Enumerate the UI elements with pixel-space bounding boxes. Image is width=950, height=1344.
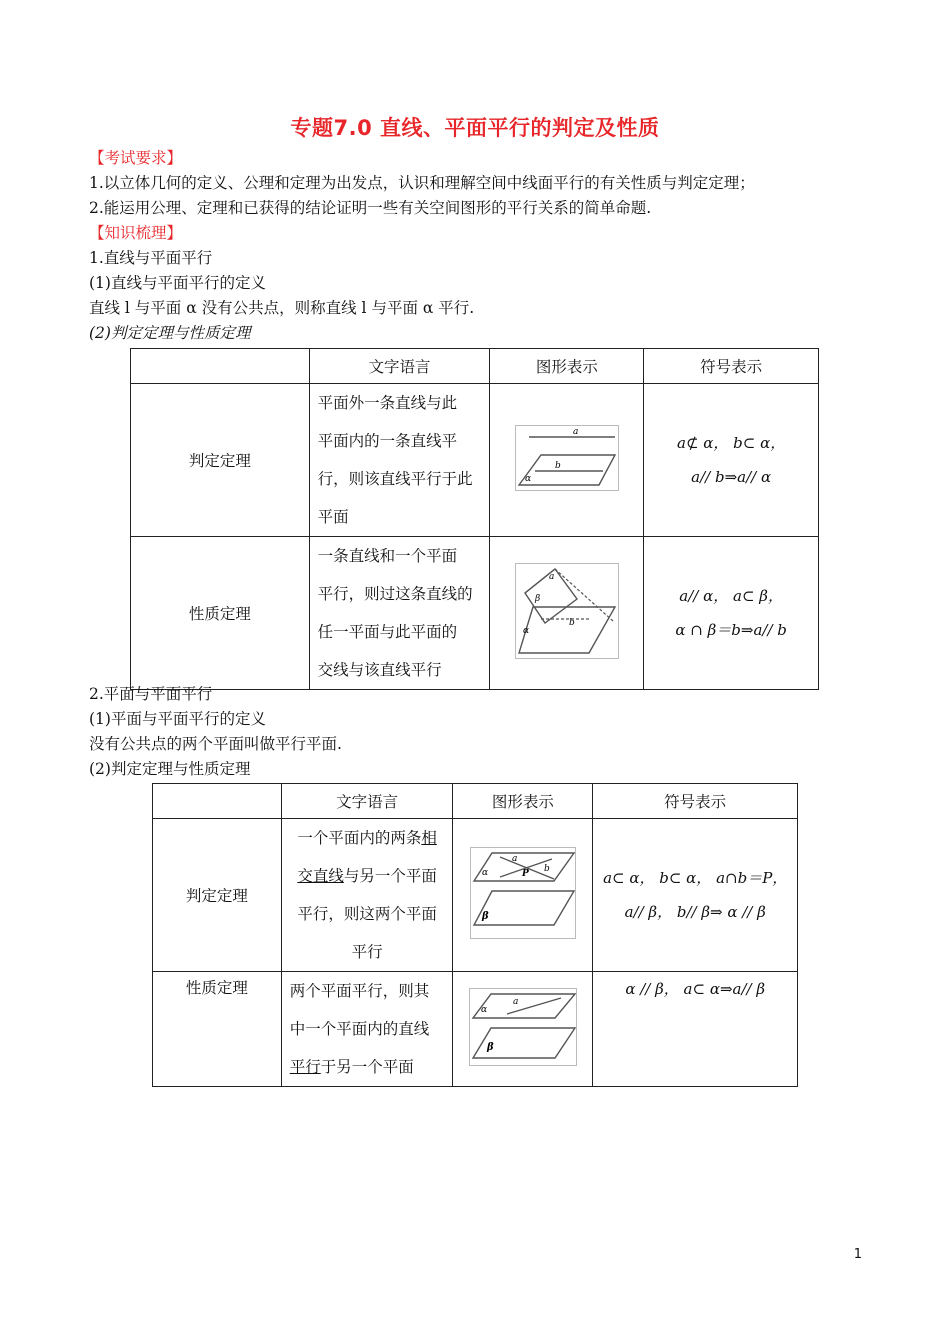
- table1-row2-name: 性质定理: [131, 537, 310, 690]
- table1-header-empty: [131, 349, 310, 384]
- k1-subheading-theorems: (2)判定定理与性质定理: [89, 324, 251, 342]
- table1-header-symbol: 符号表示: [644, 349, 819, 384]
- k2-definition: 没有公共点的两个平面叫做平行平面.: [89, 735, 342, 753]
- table2-header-figure: 图形表示: [453, 784, 593, 819]
- table2-row1-name: 判定定理: [153, 819, 282, 972]
- table1-row1-name: 判定定理: [131, 384, 310, 537]
- svg-text:α: α: [480, 1005, 487, 1015]
- k2-subheading-definition: (1)平面与平面平行的定义: [89, 710, 266, 728]
- line-plane-judgment-diagram: [515, 425, 619, 491]
- table1-row1-symbol: a⊄ α， b⊂ α， a// b⇒a// α: [644, 384, 819, 537]
- plane-plane-judgment-diagram: [470, 847, 576, 939]
- svg-text:a: a: [511, 854, 518, 864]
- svg-text:b: b: [543, 864, 550, 874]
- table1-header-figure: 图形表示: [490, 349, 644, 384]
- svg-text:P: P: [521, 869, 529, 879]
- svg-text:a: a: [512, 997, 519, 1007]
- table2-row2-text: 两个平面平行，则其 中一个平面内的直线 平行于另一个平面: [281, 972, 453, 1087]
- svg-text:β: β: [534, 594, 541, 604]
- table2-row1-figure: [453, 819, 593, 972]
- line-plane-theorem-table: [130, 348, 819, 690]
- svg-text:a: a: [548, 572, 555, 582]
- table2-row2-name: 性质定理: [153, 972, 282, 1087]
- table2-row2-figure: [453, 972, 593, 1087]
- svg-text:α: α: [522, 626, 529, 636]
- requirement-2: 2.能运用公理、定理和已获得的结论证明一些有关空间图形的平行关系的简单命题.: [89, 199, 652, 217]
- plane-plane-property-diagram: [469, 988, 577, 1066]
- k2-heading: 2.平面与平面平行: [89, 685, 213, 703]
- table2-header-text: 文字语言: [281, 784, 453, 819]
- table1-row1-text: 平面外一条直线与此 平面内的一条直线平 行，则该直线平行于此 平面: [309, 384, 490, 537]
- section-knowledge-heading: 【知识梳理】: [89, 224, 183, 242]
- table1-row2-symbol: a// α， a⊂ β， α ∩ β＝b⇒a// b: [644, 537, 819, 690]
- table1-header-text: 文字语言: [309, 349, 490, 384]
- section-requirements-heading: 【考试要求】: [89, 149, 183, 167]
- k1-subheading-definition: (1)直线与平面平行的定义: [89, 274, 266, 292]
- table1-row2-text: 一条直线和一个平面 平行，则过这条直线的 任一平面与此平面的 交线与该直线平行: [309, 537, 490, 690]
- k2-subheading-theorems: (2)判定定理与性质定理: [89, 760, 251, 778]
- requirement-1: 1.以立体几何的定义、公理和定理为出发点，认识和理解空间中线面平行的有关性质与判定定理；: [89, 174, 755, 192]
- table2-header-symbol: 符号表示: [593, 784, 798, 819]
- svg-text:b: b: [568, 618, 575, 628]
- table2-row1-text: 一个平面内的两条相 交直线与另一个平面 平行，则这两个平面 平行: [281, 819, 453, 972]
- svg-text:α: α: [481, 868, 488, 878]
- page-title: 专题7.0 直线、平面平行的判定及性质: [290, 116, 660, 140]
- table1-row1-figure: [490, 384, 644, 537]
- svg-text:β: β: [481, 911, 489, 922]
- table1-row2-figure: [490, 537, 644, 690]
- table2-row1-symbol: a⊂ α， b⊂ α， a∩b＝P， a// β， b// β⇒ α // β: [593, 819, 798, 972]
- line-plane-property-diagram: [515, 563, 619, 659]
- table2-row2-symbol: α // β， a⊂ α⇒a// β: [593, 972, 798, 1087]
- page-number: 1: [853, 1247, 862, 1262]
- svg-text:a: a: [572, 427, 579, 437]
- svg-text:β: β: [486, 1042, 494, 1053]
- k1-heading: 1.直线与平面平行: [89, 249, 213, 267]
- svg-text:b: b: [554, 461, 561, 471]
- table2-header-empty: [153, 784, 282, 819]
- plane-plane-theorem-table: [152, 783, 798, 1087]
- k1-definition: 直线 l 与平面 α 没有公共点，则称直线 l 与平面 α 平行.: [89, 299, 475, 317]
- svg-text:α: α: [524, 474, 531, 484]
